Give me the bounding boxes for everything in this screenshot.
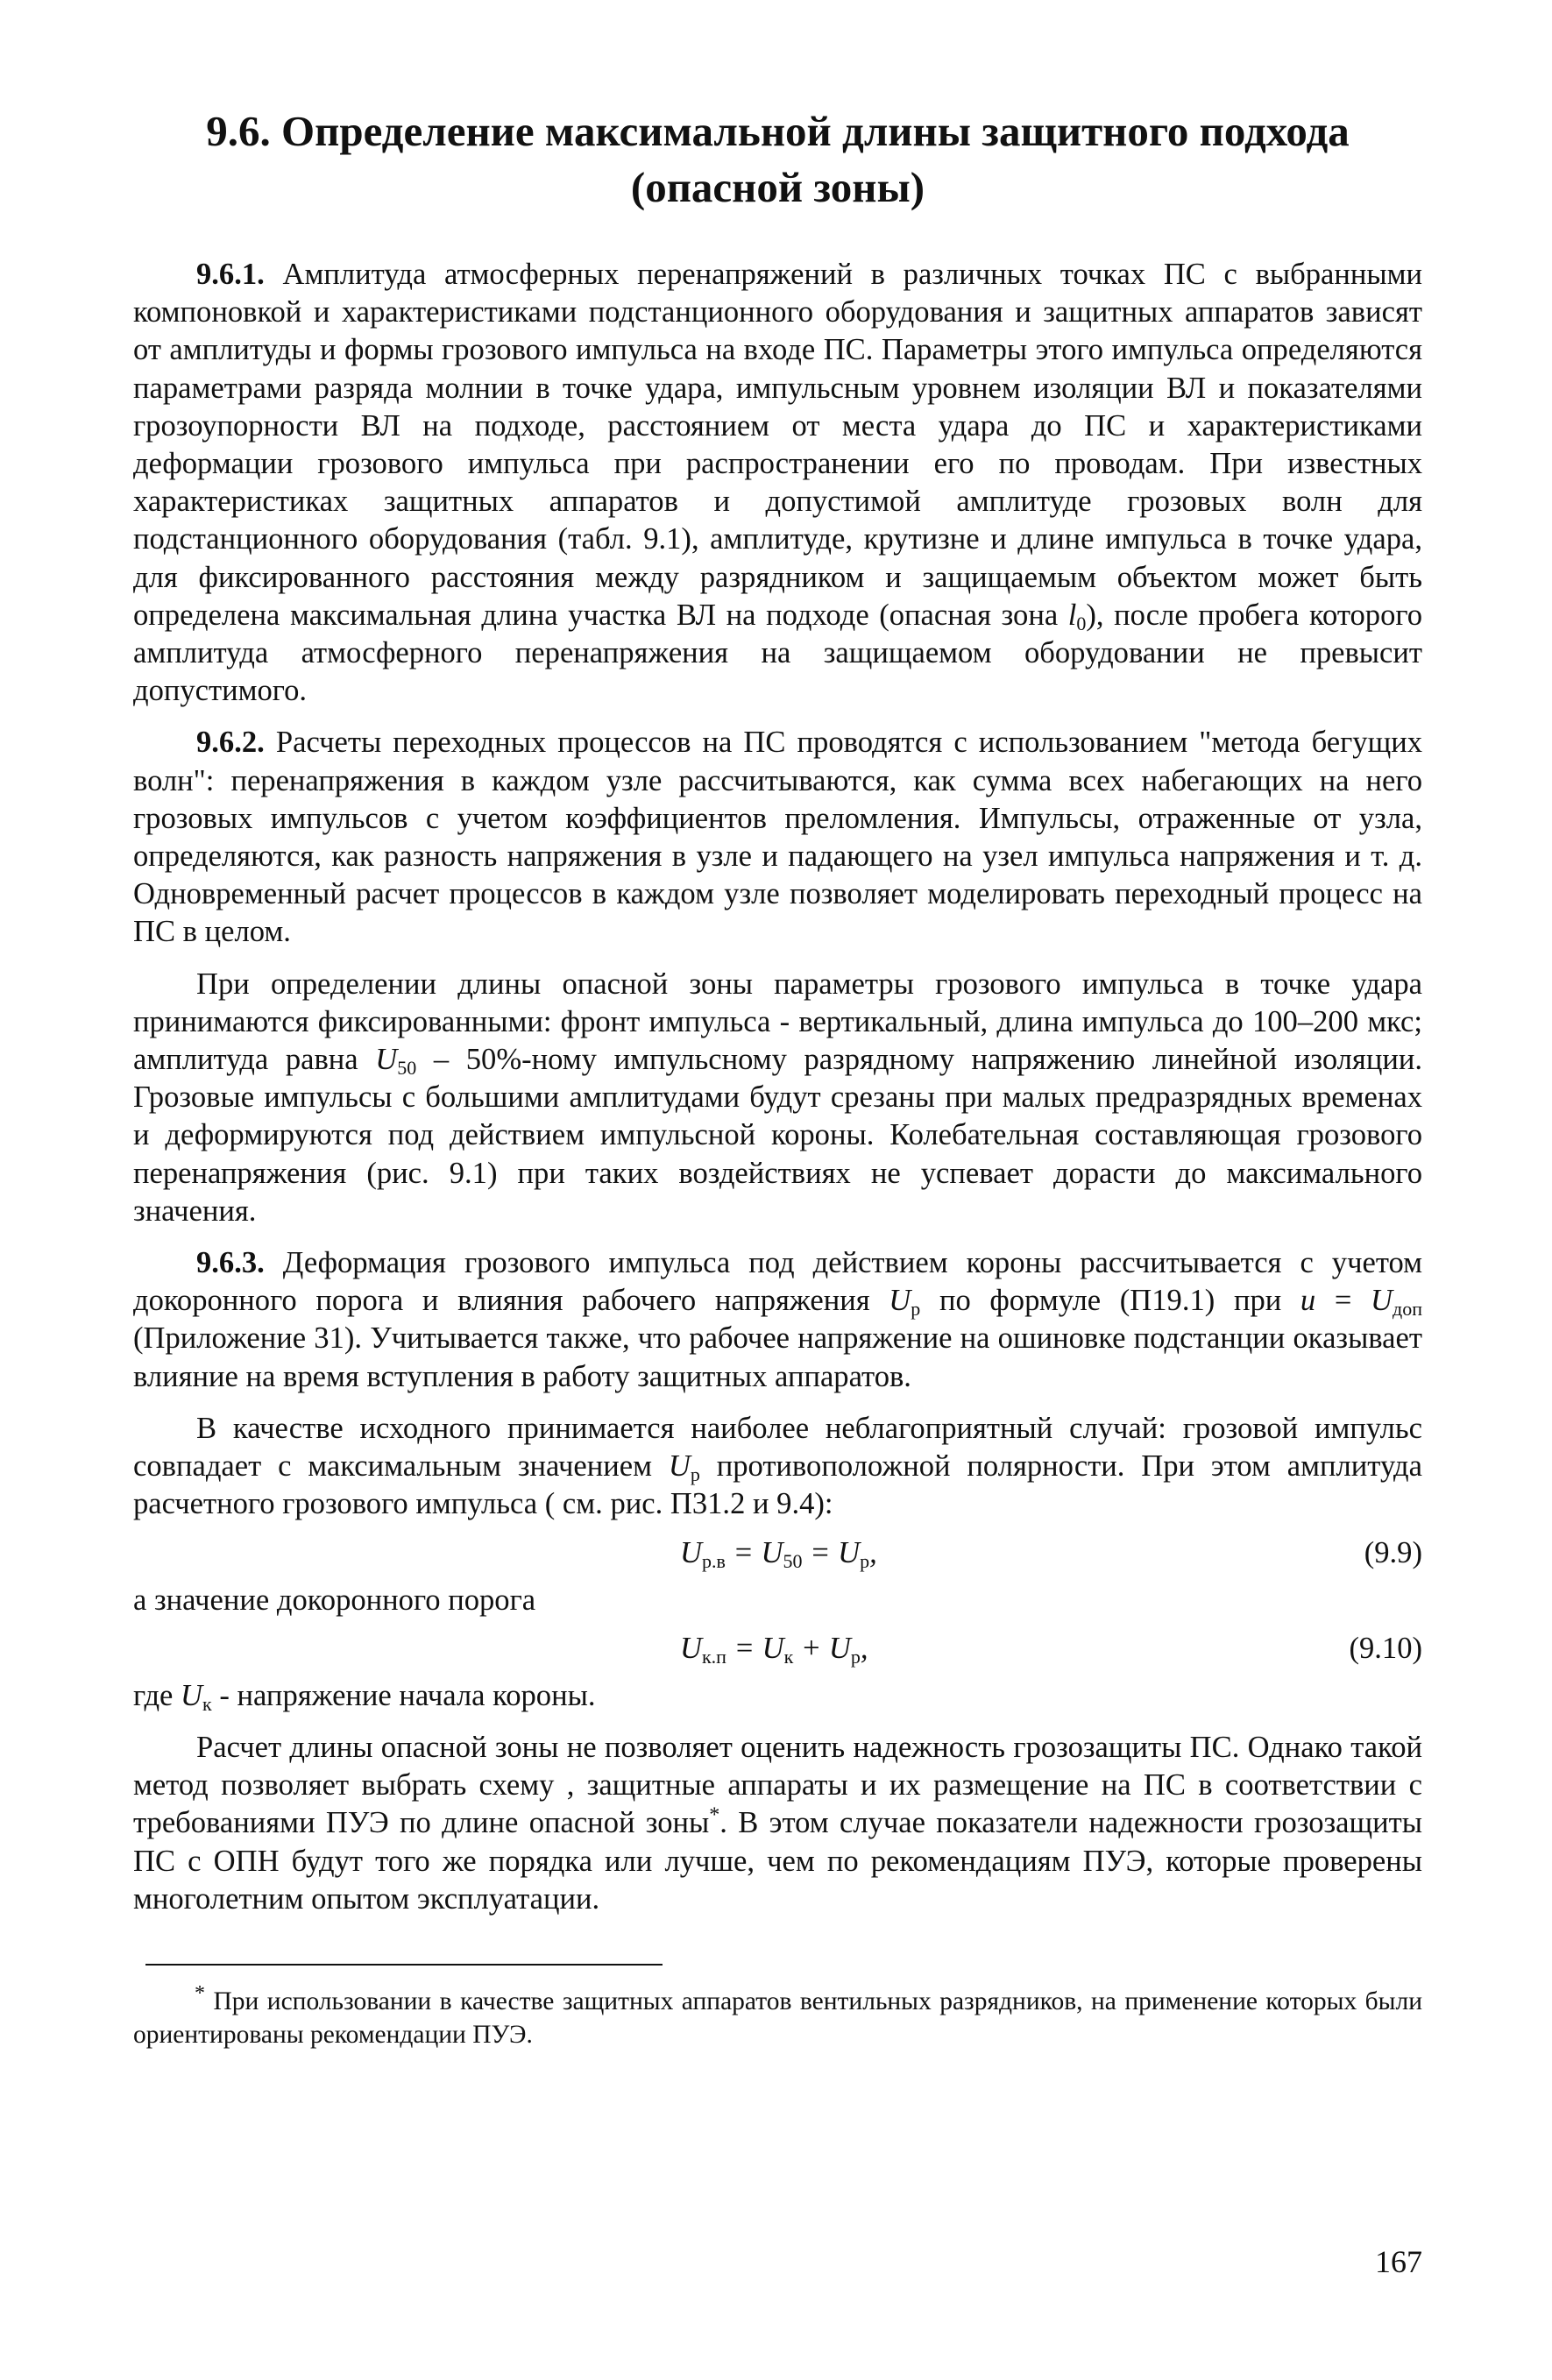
clause-number: 9.6.2.: [196, 726, 265, 760]
footnote-marker: *: [195, 1982, 205, 2006]
footnote-divider: [145, 1964, 663, 1966]
paragraph-worst-case: В качестве исходного принимается наиболее неблагоприятный случай: грозовой импульс совпадает с максимальным значением $U_р$ противоположной полярности. При этом амплитуда расчетного грозового импульса ( см. рис. П31.2 и 9.4):: [133, 1411, 1422, 1521]
paragraph-threshold-label: а значение докоронного порога: [133, 1583, 536, 1617]
footnote: * При использовании в качестве защитных аппаратов вентильных разрядников, на применение которых были ориентированы рекомендации ПУЭ.: [133, 1982, 1422, 2049]
paragraph-9-6-2: 9.6.2. Расчеты переходных процессов на ПС проводятся с использованием "метода бегущих волн": перенапряжения в каждом узле рассчитываются, как сумма всех набегающих на него грозовых импульсов с учетом коэффициентов преломления. Импульсы, отраженные от узла, определяются, как разность напряжения в узле и падающего на узел импульса напряжения и т. д. Одновременный расчет процессов в каждом узле позволяет моделировать переходный процесс на ПС в целом.: [133, 726, 1422, 949]
footnote-marker: *: [709, 1803, 720, 1827]
clause-number: 9.6.3.: [196, 1246, 265, 1280]
section-title-line2: (опасной зоны): [630, 163, 925, 211]
paragraph-corona-definition: где $U_к$ - напряжение начала короны.: [133, 1678, 596, 1715]
equation-formula: $U_{р.в} = U_{50} = U_р$,: [680, 1535, 877, 1572]
equation-number: (9.10): [1349, 1631, 1422, 1665]
paragraph-impulse-params: При определении длины опасной зоны параметры грозового импульса в точке удара принимаются фиксированными: фронт импульса - вертикальный, длина импульса до 100–200 мкс; амплитуда равна $U_{50}$ – 50%-ному импульсному разрядному напряжению линейной изоляции. Грозовые импульсы с большими амплитудами будут срезаны при малых предразрядных временах и деформируются под действием импульсной короны. Колебательная составляющая грозового перенапряжения (рис. 9.1) при таких воздействиях не успевает дорасти до максимального значения.: [133, 967, 1422, 1228]
paragraph-9-6-1: 9.6.1. Амплитуда атмосферных перенапряжений в различных точках ПС с выбранными компоновкой и характеристиками подстанционного оборудования и защитных аппаратов зависят от амплитуды и формы грозового импульса на входе ПС. Параметры этого импульса определяются параметрами разряда молнии в точке удара, импульсным уровнем изоляции ВЛ и показателями грозоупорности ВЛ на подходе, расстоянием от места удара до ПС и характеристиками деформации грозового импульса при распространении его по проводам. При известных характеристиках защитных аппаратов и допустимой амплитуде грозовых волн для подстанционного оборудования (табл. 9.1), амплитуде, крутизне и длине импульса в точке удара, для фиксированного расстояния между разрядником и защищаемым объектом может быть определена максимальная длина участка ВЛ на подходе (опасная зона $l_0$), после пробега которого амплитуда атмосферного перенапряжения на защищаемом оборудовании не превысит допустимого.: [133, 258, 1422, 708]
clause-number: 9.6.1.: [196, 258, 265, 291]
page-number: 167: [1375, 2244, 1422, 2279]
equation-formula: $U_{к.п} = U_к + U_р$,: [680, 1631, 868, 1668]
section-title-line1: 9.6. Определение максимальной длины защитного подхода: [206, 107, 1350, 155]
paragraph-9-6-3: 9.6.3. Деформация грозового импульса под действием короны рассчитывается с учетом докоронного порога и влияния рабочего напряжения $U_р$ по формуле (П19.1) при $u = U_{доп}$ (Приложение 31). Учитывается также, что рабочее напряжение на ошиновке подстанции оказывает влияние на время вступления в работу защитных аппаратов.: [133, 1246, 1422, 1393]
equation-number: (9.9): [1364, 1535, 1422, 1569]
equation-9-10: [133, 1619, 1422, 1677]
equation-9-9: [133, 1524, 1422, 1582]
section-title: [133, 103, 1422, 216]
paragraph-conclusion: Расчет длины опасной зоны не позволяет оценить надежность грозозащиты ПС. Однако такой метод позволяет выбрать схему , защитные аппараты и их размещение на ПС в соответствии с требованиями ПУЭ по длине опасной зоны*. В этом случае показатели надежности грозозащиты ПС с ОПН будут того же порядка или лучше, чем по рекомендациям ПУЭ, которые проверены многолетним опытом эксплуатации.: [133, 1730, 1422, 1916]
